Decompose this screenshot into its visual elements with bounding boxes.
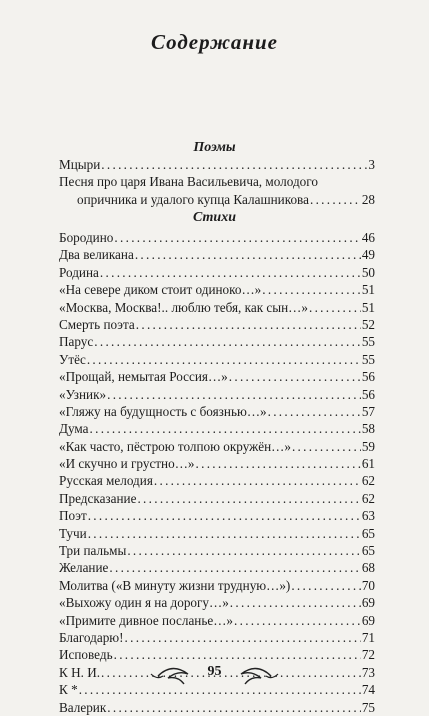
dot-leader bbox=[310, 191, 361, 208]
entry-page: 74 bbox=[361, 682, 375, 698]
toc-entry[interactable] bbox=[59, 507, 375, 524]
toc-entry[interactable] bbox=[59, 299, 375, 316]
entry-title: Утёс bbox=[59, 351, 86, 367]
entry-page: 63 bbox=[361, 508, 375, 524]
dot-leader bbox=[309, 299, 361, 316]
toc-entry[interactable] bbox=[59, 264, 375, 281]
dot-leader bbox=[268, 403, 361, 420]
entry-title: Молитва («В минуту жизни трудную…») bbox=[59, 577, 291, 593]
entry-page: 62 bbox=[361, 490, 375, 506]
entry-title: Бородино bbox=[59, 230, 114, 245]
entry-title: Парус bbox=[59, 334, 94, 350]
entry-title: Дума bbox=[59, 421, 89, 437]
entry-title: «Примите дивное посланье…» bbox=[59, 612, 234, 628]
toc-entry[interactable] bbox=[59, 420, 375, 437]
entry-page: 61 bbox=[361, 456, 375, 472]
entry-page: 62 bbox=[361, 473, 375, 489]
toc-entry[interactable] bbox=[59, 438, 375, 455]
dot-leader bbox=[90, 420, 361, 437]
entry-title: Желание bbox=[59, 560, 109, 576]
toc-entry[interactable] bbox=[59, 156, 375, 173]
entry-title: «Как часто, пёстрою толпою окружён…» bbox=[59, 438, 291, 454]
page-number: 95 bbox=[207, 664, 222, 679]
entry-title: Три пальмы bbox=[59, 543, 127, 559]
dot-leader bbox=[137, 490, 360, 507]
entry-page: 75 bbox=[361, 699, 375, 715]
toc-entry[interactable] bbox=[59, 173, 375, 208]
toc-entry[interactable] bbox=[59, 281, 375, 298]
dot-leader bbox=[136, 316, 361, 333]
entry-page: 50 bbox=[361, 264, 375, 280]
poems-list bbox=[59, 156, 375, 208]
toc-entry[interactable] bbox=[59, 472, 375, 489]
dot-leader bbox=[292, 438, 361, 455]
toc-entry[interactable] bbox=[59, 246, 375, 263]
entry-title: Тучи bbox=[59, 525, 87, 541]
entry-title: «Гляжу на будущность с боязнью…» bbox=[59, 403, 267, 419]
entry-page: 55 bbox=[361, 351, 375, 367]
entry-title: Предсказание bbox=[59, 490, 137, 506]
entry-page: 72 bbox=[361, 647, 375, 663]
entry-title: Валерик bbox=[59, 699, 107, 715]
entry-title-line1: Песня про царя Ивана Васильевича, молодого bbox=[59, 174, 318, 190]
entry-title: «Прощай, немытая Россия…» bbox=[59, 369, 228, 385]
entry-title: «На севере диком стоит одиноко…» bbox=[59, 282, 262, 298]
entry-page: 70 bbox=[361, 577, 375, 593]
toc-entry[interactable] bbox=[59, 368, 375, 385]
toc-entry[interactable] bbox=[59, 612, 375, 629]
entry-page: 71 bbox=[361, 629, 375, 645]
entry-page: 68 bbox=[361, 560, 375, 576]
entry-page: 55 bbox=[361, 334, 375, 350]
dot-leader bbox=[196, 455, 361, 472]
dot-leader bbox=[107, 386, 361, 403]
dot-leader bbox=[125, 629, 361, 646]
dot-leader bbox=[88, 507, 361, 524]
toc-entry[interactable] bbox=[59, 542, 375, 559]
dot-leader bbox=[88, 525, 361, 542]
toc-entry[interactable] bbox=[59, 594, 375, 611]
entry-page: 56 bbox=[361, 386, 375, 402]
toc-entry[interactable] bbox=[59, 699, 375, 716]
entry-title: Исповедь bbox=[59, 647, 113, 663]
entry-page: 52 bbox=[361, 316, 375, 332]
entry-title: Мцыри bbox=[59, 157, 101, 172]
dot-leader bbox=[230, 594, 361, 611]
entry-title: «Узник» bbox=[59, 386, 107, 402]
entry-title: Русская мелодия bbox=[59, 473, 153, 489]
entry-page: 69 bbox=[361, 612, 375, 628]
entry-page: 3 bbox=[368, 157, 375, 172]
entry-page: 51 bbox=[361, 299, 375, 315]
toc-entry[interactable] bbox=[59, 403, 375, 420]
entry-page: 69 bbox=[361, 595, 375, 611]
entry-title: «Москва, Москва!.. люблю тебя, как сын…» bbox=[59, 299, 308, 315]
entry-page: 46 bbox=[361, 230, 375, 245]
dot-leader bbox=[234, 612, 361, 629]
section-heading-poems-short: Стихи bbox=[193, 210, 236, 225]
toc-entry[interactable] bbox=[59, 490, 375, 507]
dot-leader bbox=[101, 156, 367, 173]
entry-page: 58 bbox=[361, 421, 375, 437]
entry-title: Благодарю! bbox=[59, 629, 124, 645]
entry-page: 65 bbox=[361, 525, 375, 541]
entry-page: 59 bbox=[361, 438, 375, 454]
dot-leader bbox=[291, 577, 360, 594]
toc-entry[interactable] bbox=[59, 333, 375, 350]
toc-entry[interactable] bbox=[59, 525, 375, 542]
dot-leader bbox=[127, 542, 360, 559]
entry-page: 49 bbox=[361, 247, 375, 263]
dot-leader bbox=[94, 333, 361, 350]
entry-page: 56 bbox=[361, 369, 375, 385]
entry-page: 51 bbox=[361, 282, 375, 298]
entry-title: «Выхожу один я на дорогу…» bbox=[59, 595, 229, 611]
dot-leader bbox=[100, 264, 361, 281]
dot-leader bbox=[109, 559, 360, 576]
toc-entry[interactable] bbox=[59, 559, 375, 576]
entry-title: К Н. И. bbox=[59, 664, 101, 680]
entry-page: 28 bbox=[361, 191, 375, 207]
entry-title: К * bbox=[59, 682, 78, 698]
entry-title: Два великана bbox=[59, 247, 134, 263]
toc-entry[interactable] bbox=[59, 455, 375, 472]
dot-leader bbox=[154, 472, 361, 489]
dot-leader bbox=[107, 699, 361, 716]
toc-entry[interactable] bbox=[59, 316, 375, 333]
toc-entry[interactable] bbox=[59, 386, 375, 403]
toc-entry[interactable] bbox=[59, 629, 375, 646]
entry-title: Родина bbox=[59, 264, 99, 280]
entry-title: опричника и удалого купца Калашникова bbox=[77, 191, 309, 207]
entry-page: 73 bbox=[361, 664, 375, 680]
toc-entry[interactable] bbox=[59, 577, 375, 594]
page-title: Содержание bbox=[151, 30, 278, 54]
toc-entry[interactable] bbox=[59, 229, 375, 246]
section-heading-poems: Поэмы bbox=[193, 140, 236, 155]
entry-page: 57 bbox=[361, 403, 375, 419]
dot-leader bbox=[262, 281, 361, 298]
entry-title: Поэт bbox=[59, 508, 87, 524]
entry-title: Смерть поэта bbox=[59, 316, 135, 332]
verses-list bbox=[59, 229, 375, 716]
entry-page: 65 bbox=[361, 543, 375, 559]
dot-leader bbox=[87, 351, 361, 368]
entry-title: «И скучно и грустно…» bbox=[59, 456, 195, 472]
toc-entry[interactable] bbox=[59, 351, 375, 368]
dot-leader bbox=[135, 246, 361, 263]
footer bbox=[0, 660, 429, 690]
dot-leader bbox=[114, 229, 360, 246]
dot-leader bbox=[229, 368, 361, 385]
